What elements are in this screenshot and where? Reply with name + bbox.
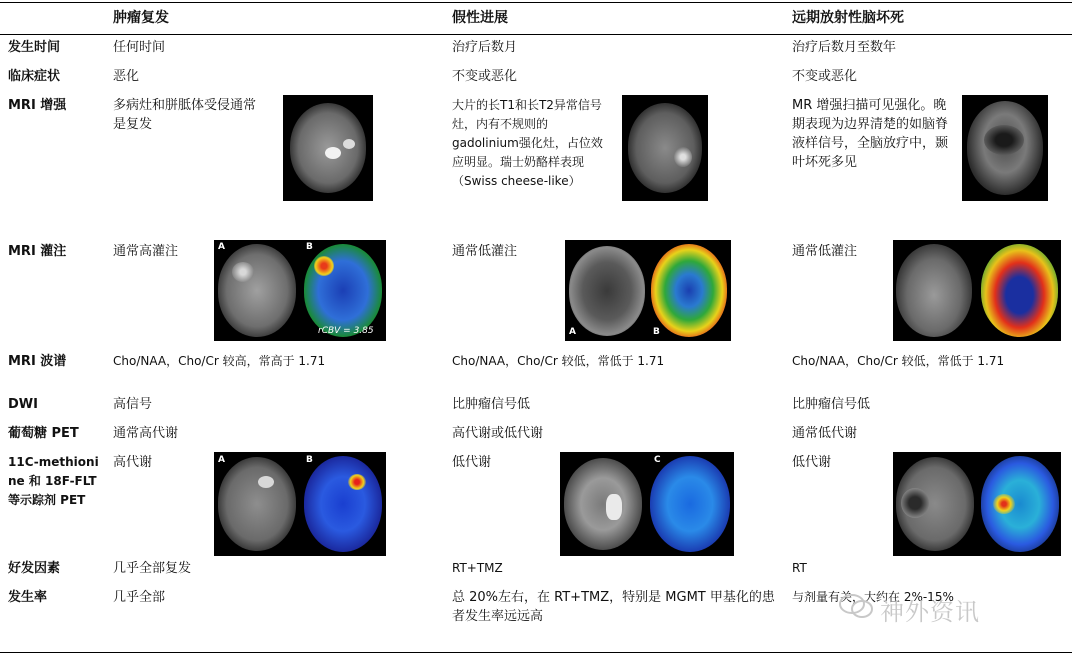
image-label-b-pseudo: B <box>653 327 660 337</box>
row-label-mri-perfusion: MRI 灌注 <box>8 244 67 259</box>
cell-onset-pseudo: 治疗后数月 <box>452 40 518 55</box>
mri-perfusion-pseudo-image <box>565 240 731 341</box>
row-label-dwi: DWI <box>8 397 38 412</box>
watermark-text: 神外资讯 <box>880 598 980 626</box>
header-rule <box>0 34 1072 35</box>
row-label-mrs: MRI 波谱 <box>8 354 67 369</box>
cell-rate-necrosis: 与剂量有关，大约在 2%-15% <box>792 590 954 604</box>
cell-mrs-pseudo: Cho/NAA，Cho/Cr 较低，常低于 1.71 <box>452 354 665 368</box>
mri-enhancement-necrosis-image <box>962 95 1048 201</box>
header-radiation-necrosis: 远期放射性脑坏死 <box>792 10 904 26</box>
image-label-a-pseudo: A <box>569 327 576 337</box>
pet-necrosis-image <box>893 452 1061 556</box>
mri-enhancement-pseudo-image <box>622 95 708 201</box>
row-label-mri-enhancement: MRI 增强 <box>8 98 67 113</box>
mri-perfusion-necrosis-image <box>893 240 1061 341</box>
image-label-c-pet: C <box>654 455 661 465</box>
cell-glucose-recurrence: 通常高代谢 <box>113 426 179 441</box>
cell-dwi-pseudo: 比肿瘤信号低 <box>452 397 531 412</box>
row-label-incidence: 发生率 <box>8 590 48 605</box>
cell-mri-perf-pseudo: 通常低灌注 <box>452 244 518 259</box>
pet-pseudo-image <box>560 452 734 556</box>
cell-rate-recurrence: 几乎全部 <box>113 590 166 605</box>
cell-mri-perf-recurrence: 通常高灌注 <box>113 244 179 259</box>
table-top-rule <box>0 2 1072 3</box>
cell-tracer-pseudo: 低代谢 <box>452 455 492 470</box>
row-label-tracer-pet: 11C-methionine 和 18F-FLT 等示踪剂 PET <box>8 455 99 507</box>
cell-mri-perf-necrosis: 通常低灌注 <box>792 244 858 259</box>
cell-glucose-necrosis: 通常低代谢 <box>792 426 858 441</box>
cell-mri-enh-necrosis: MR 增强扫描可见强化。晚期表现为边界清楚的如脑脊液样信号，全脑放疗中，颞叶坏死多见 <box>792 98 949 170</box>
watermark-logo-icon <box>838 592 874 620</box>
table-bottom-rule <box>0 652 1072 653</box>
image-label-b-pet: B <box>306 455 313 465</box>
cell-onset-recurrence: 任何时间 <box>113 40 166 55</box>
row-label-onset: 发生时间 <box>8 40 61 55</box>
cell-mrs-necrosis: Cho/NAA，Cho/Cr 较低，常低于 1.71 <box>792 354 1005 368</box>
pet-recurrence-image <box>214 452 386 556</box>
cell-factor-recurrence: 几乎全部复发 <box>113 561 192 576</box>
cell-tracer-necrosis: 低代谢 <box>792 455 832 470</box>
header-recurrence: 肿瘤复发 <box>113 10 169 26</box>
cell-symptom-recurrence: 恶化 <box>113 69 140 84</box>
cell-dwi-recurrence: 高信号 <box>113 397 153 412</box>
cell-factor-necrosis: RT <box>792 561 807 575</box>
row-label-symptom: 临床症状 <box>8 69 61 84</box>
cell-mri-enh-pseudo: 大片的长T1和长T2异常信号灶，内有不规则的gadolinium强化灶，占位效应明显。瑞士奶酪样表现（Swiss cheese-like） <box>452 98 603 188</box>
cell-symptom-pseudo: 不变或恶化 <box>452 69 518 84</box>
header-pseudoprogression: 假性进展 <box>452 10 508 26</box>
cell-glucose-pseudo: 高代谢或低代谢 <box>452 426 544 441</box>
image-label-rcbv: rCBV = 3.85 <box>318 326 374 336</box>
mri-enhancement-recurrence-image <box>283 95 373 201</box>
cell-mri-enh-recurrence: 多病灶和胼胝体受侵通常是复发 <box>113 98 257 132</box>
cell-rate-pseudo: 总 20%左右，在 RT+TMZ，特别是 MGMT 甲基化的患者发生率远远高 <box>452 590 775 624</box>
cell-onset-necrosis: 治疗后数月至数年 <box>792 40 897 55</box>
image-label-b: B <box>306 242 313 252</box>
mri-perfusion-recurrence-image <box>214 240 386 341</box>
cell-factor-pseudo: RT+TMZ <box>452 561 503 575</box>
row-label-glucose-pet: 葡萄糖 PET <box>8 426 79 441</box>
image-label-a: A <box>218 242 225 252</box>
image-label-a-pet: A <box>218 455 225 465</box>
row-label-factor: 好发因素 <box>8 561 61 576</box>
cell-tracer-recurrence: 高代谢 <box>113 455 153 470</box>
cell-dwi-necrosis: 比肿瘤信号低 <box>792 397 871 412</box>
cell-mrs-recurrence: Cho/NAA，Cho/Cr 较高，常高于 1.71 <box>113 354 326 368</box>
cell-symptom-necrosis: 不变或恶化 <box>792 69 858 84</box>
